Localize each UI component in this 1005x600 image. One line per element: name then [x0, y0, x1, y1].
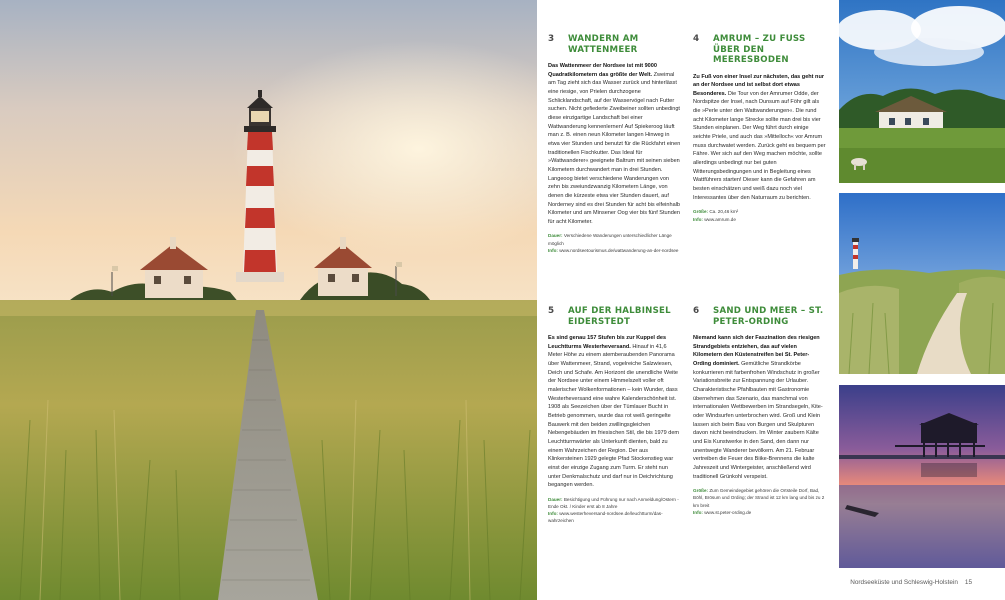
dune-path-illustration — [839, 193, 1005, 374]
info-label: Größe: — [693, 209, 709, 215]
article-body — [548, 62, 681, 226]
info-label: Info: — [693, 509, 703, 515]
article-info — [693, 208, 826, 222]
side-photo-strip — [837, 0, 1005, 600]
photo-amrum-house — [839, 0, 1005, 183]
amrum-house-illustration — [839, 0, 1005, 183]
page-number: 15 — [964, 579, 972, 586]
info-label: Dauer: — [548, 496, 563, 502]
info-row-dauer — [548, 232, 681, 246]
article-info — [548, 496, 681, 525]
article-lead: Es sind genau 157 Stufen bis zur Kuppel des Leuchtturms Westerheversand. — [548, 335, 667, 350]
footer-section: Nordseeküste und Schleswig-Holstein — [850, 579, 958, 586]
article-st-peter-ording — [693, 306, 826, 516]
article-number: 6 — [693, 306, 700, 316]
info-label: Größe: — [693, 488, 709, 494]
info-label: Info: — [548, 247, 558, 253]
info-link[interactable]: www.westerheversand-nordsee.de/leuchtturm/das-wahrzeichen — [548, 511, 663, 524]
article-number: 4 — [693, 34, 700, 44]
article-amrum — [693, 34, 826, 223]
article-lead: Niemand kann sich der Faszination des riesigen Strandgebiets entziehen, das auf vielen Kilometern den Küstenstreifen bei St. Peter-Ording dominiert. — [693, 335, 820, 367]
article-eiderstedt — [548, 306, 681, 525]
info-label: Info: — [693, 216, 703, 222]
article-info — [548, 232, 681, 254]
info-row-info — [548, 510, 681, 524]
photo-pfahlbau-sunset — [839, 385, 1005, 568]
info-row-groesse — [693, 487, 826, 509]
article-title: AUF DER HALBINSEL EIDERSTEDT — [568, 306, 671, 327]
article-body — [693, 334, 826, 481]
article-number: 5 — [548, 306, 555, 316]
info-link[interactable]: www.st.peter-ording.de — [702, 509, 752, 515]
article-header — [548, 34, 681, 55]
page-footer — [850, 579, 972, 586]
article-title: SAND UND MEER – ST. PETER-ORDING — [713, 306, 824, 327]
pfahlbau-sunset-illustration — [839, 385, 1005, 568]
article-header — [548, 306, 681, 327]
info-link[interactable]: www.amrum.de — [702, 216, 736, 222]
article-number: 3 — [548, 34, 555, 44]
text-area — [537, 0, 837, 600]
info-row-info — [548, 247, 681, 254]
info-row-groesse — [693, 208, 826, 215]
info-value: Verschiedene Wanderungen unterschiedlicher Länge möglich — [548, 233, 672, 246]
article-lead: Zu Fuß von einer Insel zur nächsten, das geht nur an der Nordsee und ist selbst dort etwas Besonderes. — [693, 73, 824, 97]
info-link[interactable]: www.nordseetourismus.de/wattwanderung-an-der-nordsee — [557, 247, 679, 253]
article-header — [693, 306, 826, 327]
article-text: Die Tour von der Amrumer Odde, der Nordspitze der Insel, nach Dunsum auf Föhr gilt als die »Perle unter den Wattwanderungen«. Die rund acht Kilometer lange Strecke sollte man drei bis vier Stunden einplanen. Der Weg führt durch einige seichte Priele, und auch das »Mittelloch« vor Amrum muss durchwatet werden. Zurück geht es bequem per Fähre. Wer sich auf den Weg machen möchte, sollte allerdings unbedingt nur bei guten Witterungsbedingungen und in Begleitung eines Wattführers starten! Dieser kann die Gefahren am besten einschätzen und weiß dazu noch viel Interessantes über den Naturraum zu berichten. — [693, 90, 826, 201]
article-text: Zweimal am Tag zieht sich das Wasser zurück und hinterlässt eine riesige, von Prielen durchzogene Schlicklandschaft, auf der Wasservögel nach Futter suchen. Nicht gefiederte Zweibeiner sollten unbedingt diese einzigartige Landschaft bei einer Wattwanderung kennenlernen! Auf Spiekeroog läuft man z. B. einen neun Kilometer langen Hinweg in etwa vier Stunden und benutzt für die Rückfahrt einen traditionellen Fischkutter. Das Ideal für »Wattwanderer« geeignete Baltrum mit seinen sieben Kilometern durchwandert man in drei Stunden. Langeoog bietet verschiedene Wanderungen von zehn bis zweiundzwanzig Kilometern Länge, von denen die kürzeste etwa vier Stunden dauert, auf Norderney sind es drei Stunden für acht bis elfeinhalb Kilometer und am Minsener Oog vier bis fünf Stunden für acht Kilometer. — [548, 71, 681, 225]
article-wandern-am-wattenmeer — [548, 34, 681, 254]
article-text: Gemütliche Strandkörbe konkurrieren mit farbenfrohen Windschutz in großer Variationsbreite zur Entspannung der Urlauber. Charakteristische Pfahlbauten mit Gastronomie übernehmen das Szenario, das manchmal von internationalen Wettbewerben im Strandsegeln, Kite- oder Windsurfen unterbrochen wird. Groß und Klein lassen sich beim Bau von Burgen und Skulpturen davon nicht beeindrucken. Im Winter zaubern Kälte und Eis Kunstwerke in den Sand, den dann nur unentwegte Wanderer bevölkern. Am 21. Februar vertreiben die Feuer des Biike-Brennens die kalte Jahreszeit und Wintergeister, anschließend wird traditionell Grünkohl verspeist. — [693, 360, 823, 480]
info-row-info — [693, 509, 826, 516]
photo-dune-path — [839, 193, 1005, 374]
info-value: Ca. 20,46 km² — [708, 209, 739, 215]
article-title: AMRUM – ZU FUSS ÜBER DEN MEERESBODEN — [713, 34, 806, 65]
info-label: Info: — [548, 511, 558, 517]
info-label: Dauer: — [548, 233, 563, 239]
article-info — [693, 487, 826, 516]
info-row-info — [693, 216, 826, 223]
info-row-dauer — [548, 496, 681, 510]
info-value: Besichtigung und Führung nur nach Anmeldung/Ostern - Ende Okt. / Kinder erst ab 8 Jahre — [548, 496, 679, 510]
article-body — [548, 334, 681, 490]
article-header — [693, 34, 826, 66]
info-value: Zum Gemeindegebiet gehören die Ortsteile Dorf, Bad, Böhl, Brösum und Ording; der Strand ist 12 km lang und bis zu 2 km breit — [693, 488, 825, 508]
article-body — [693, 73, 826, 203]
article-text: Hinauf in 41,6 Meter Höhe zu einem atemberaubenden Panorama über Wattenmeer, Strand, vogelreiche Salzwiesen, Deich und Schafe. Am Horizont die unendliche Weite der Nordsee unter einem Himmelszelt voller oft malerischer Wolkenformationen – kein Wunder, dass Westerheversand eine wahre Kalenderschönheit ist. 1908 als Seezeichen über der Tümlauer Bucht in Betrieb genommen, wurde das rot weiß geringelte Bauwerk mit den beiden zwillingsgleichen Nebengebäuden im friesischen Stil, die bis 1979 dem Leuchtturmwärter als Unterkunft dienten, bald zu einem Wahrzeichen der Region. Der aus Klinkersteinen 1929 gelegte Pfad Stockenstieg war einst der einzige Zugang zum Turm. Er steht nun unter Denkmalschutz und darf nur in Deichrichtung begangen werden. — [548, 343, 680, 489]
article-lead: Das Wattenmeer der Nordsee ist mit 9000 Quadratkilometern das größte der Welt. — [548, 63, 657, 78]
article-title: WANDERN AM WATTENMEER — [568, 34, 639, 55]
